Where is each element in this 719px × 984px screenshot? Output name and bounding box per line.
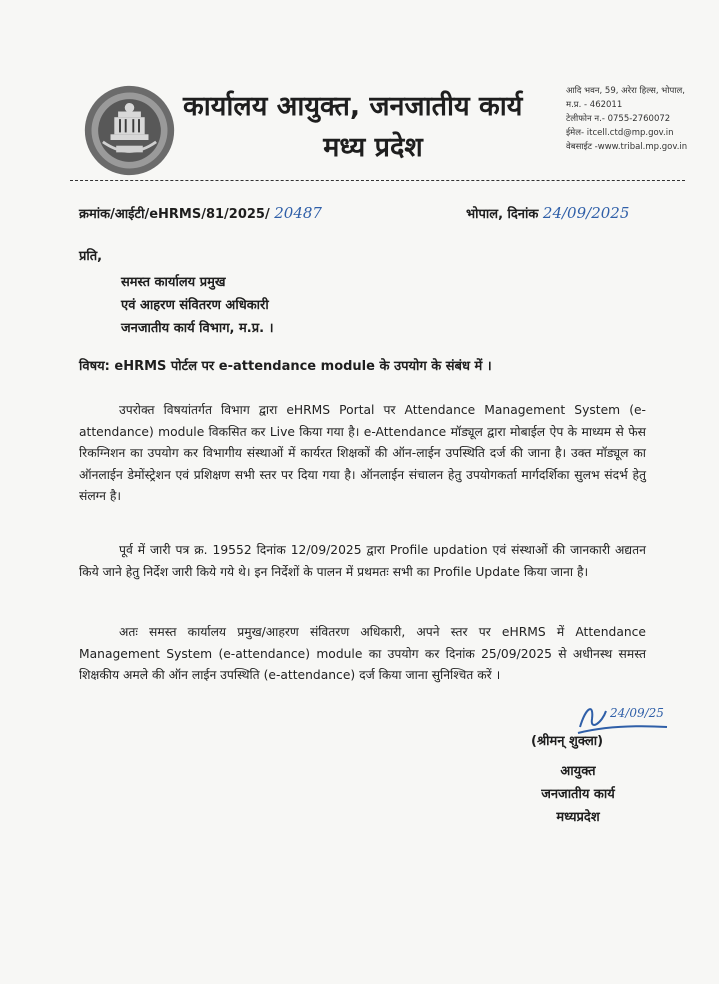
address-email: ईमेल- itcell.ctd@mp.gov.in	[566, 128, 674, 138]
office-title: कार्यालय आयुक्त, जनजातीय कार्य	[183, 91, 523, 122]
paragraph-text: पूर्व में जारी पत्र क्र. 19552 दिनांक 12/09/2025 द्वारा Profile updation एवं संस्थाओं की जानकारी अद्यतन किये जाने हेतु निर्देश जारी किये गये थे। इन निर्देशों के पालन में प्रथमतः सभी का Profile Update किया जाना है।	[79, 543, 646, 579]
signature-date: 24/09/25	[610, 706, 664, 720]
address-line: म.प्र. - 462011	[566, 100, 623, 110]
reference-handwritten-number: 20487	[274, 204, 322, 222]
office-state: मध्य प्रदेश	[323, 132, 423, 163]
government-seal-icon	[82, 83, 177, 178]
to-label: प्रति,	[79, 249, 103, 264]
handwritten-date: 24/09/2025	[542, 204, 630, 222]
designation-line: जनजातीय कार्य	[541, 787, 615, 802]
signatory-designation	[518, 760, 638, 829]
reference-number	[79, 204, 322, 222]
recipient-block	[121, 271, 274, 340]
body-paragraph-2	[79, 540, 646, 583]
designation-line: मध्यप्रदेश	[556, 810, 600, 825]
recipient-line: जनजातीय कार्य विभाग, म.प्र. ।	[121, 321, 274, 336]
body-paragraph-3	[79, 622, 646, 687]
address-phone: टेलीफोन न.- 0755-2760072	[566, 114, 671, 124]
office-address	[566, 84, 716, 154]
address-website: वेबसाईट -www.tribal.mp.gov.in	[566, 142, 688, 152]
body-paragraph-1	[79, 400, 646, 508]
paragraph-text: अतः समस्त कार्यालय प्रमुख/आहरण संवितरण अधिकारी, अपने स्तर पर eHRMS में Attendance Management System (e-attendance) module का उपयोग कर दिनांक 25/09/2025 से अधीनस्थ समस्त शिक्षकीय अमले की ऑन लाईन उपस्थिति (e-attendance) दर्ज किया जाना सुनिश्चित करें ।	[79, 625, 646, 682]
reference-label: क्रमांक/आईटी/eHRMS/81/2025/	[79, 207, 270, 222]
header-divider	[70, 180, 685, 181]
paragraph-text: उपरोक्त विषयांतर्गत विभाग द्वारा eHRMS Portal पर Attendance Management System (e-attendance) module विकसित कर Live किया गया है। e-Attendance मॉड्यूल द्वारा मोबाईल ऐप के माध्यम से फेस रिकग्निशन का उपयोग कर विभागीय संस्थाओं में कार्यरत शिक्षकों की ऑन-लाईन उपस्थिति दर्ज की जाना है। उक्त मॉड्यूल का ऑनलाईन डेमोंस्ट्रेशन एवं प्रशिक्षण सभी स्तर पर दिया गया है। ऑनलाईन संचालन हेतु उपयोगकर्ता मार्गदर्शिका सुलभ संदर्भ हेतु संलग्न है।	[79, 403, 646, 503]
signatory-name: (श्रीमन् शुक्ला)	[531, 734, 604, 749]
address-line: आदि भवन, 59, अरेरा हिल्स, भोपाल,	[566, 86, 685, 96]
recipient-line: एवं आहरण संवितरण अधिकारी	[121, 298, 269, 313]
subject-line: विषय: eHRMS पोर्टल पर e-attendance module के उपयोग के संबंध में ।	[79, 359, 492, 374]
recipient-line: समस्त कार्यालय प्रमुख	[121, 275, 226, 290]
place-date-label: भोपाल, दिनांक	[466, 207, 539, 222]
designation-line: आयुक्त	[560, 764, 596, 779]
place-date	[466, 204, 629, 222]
